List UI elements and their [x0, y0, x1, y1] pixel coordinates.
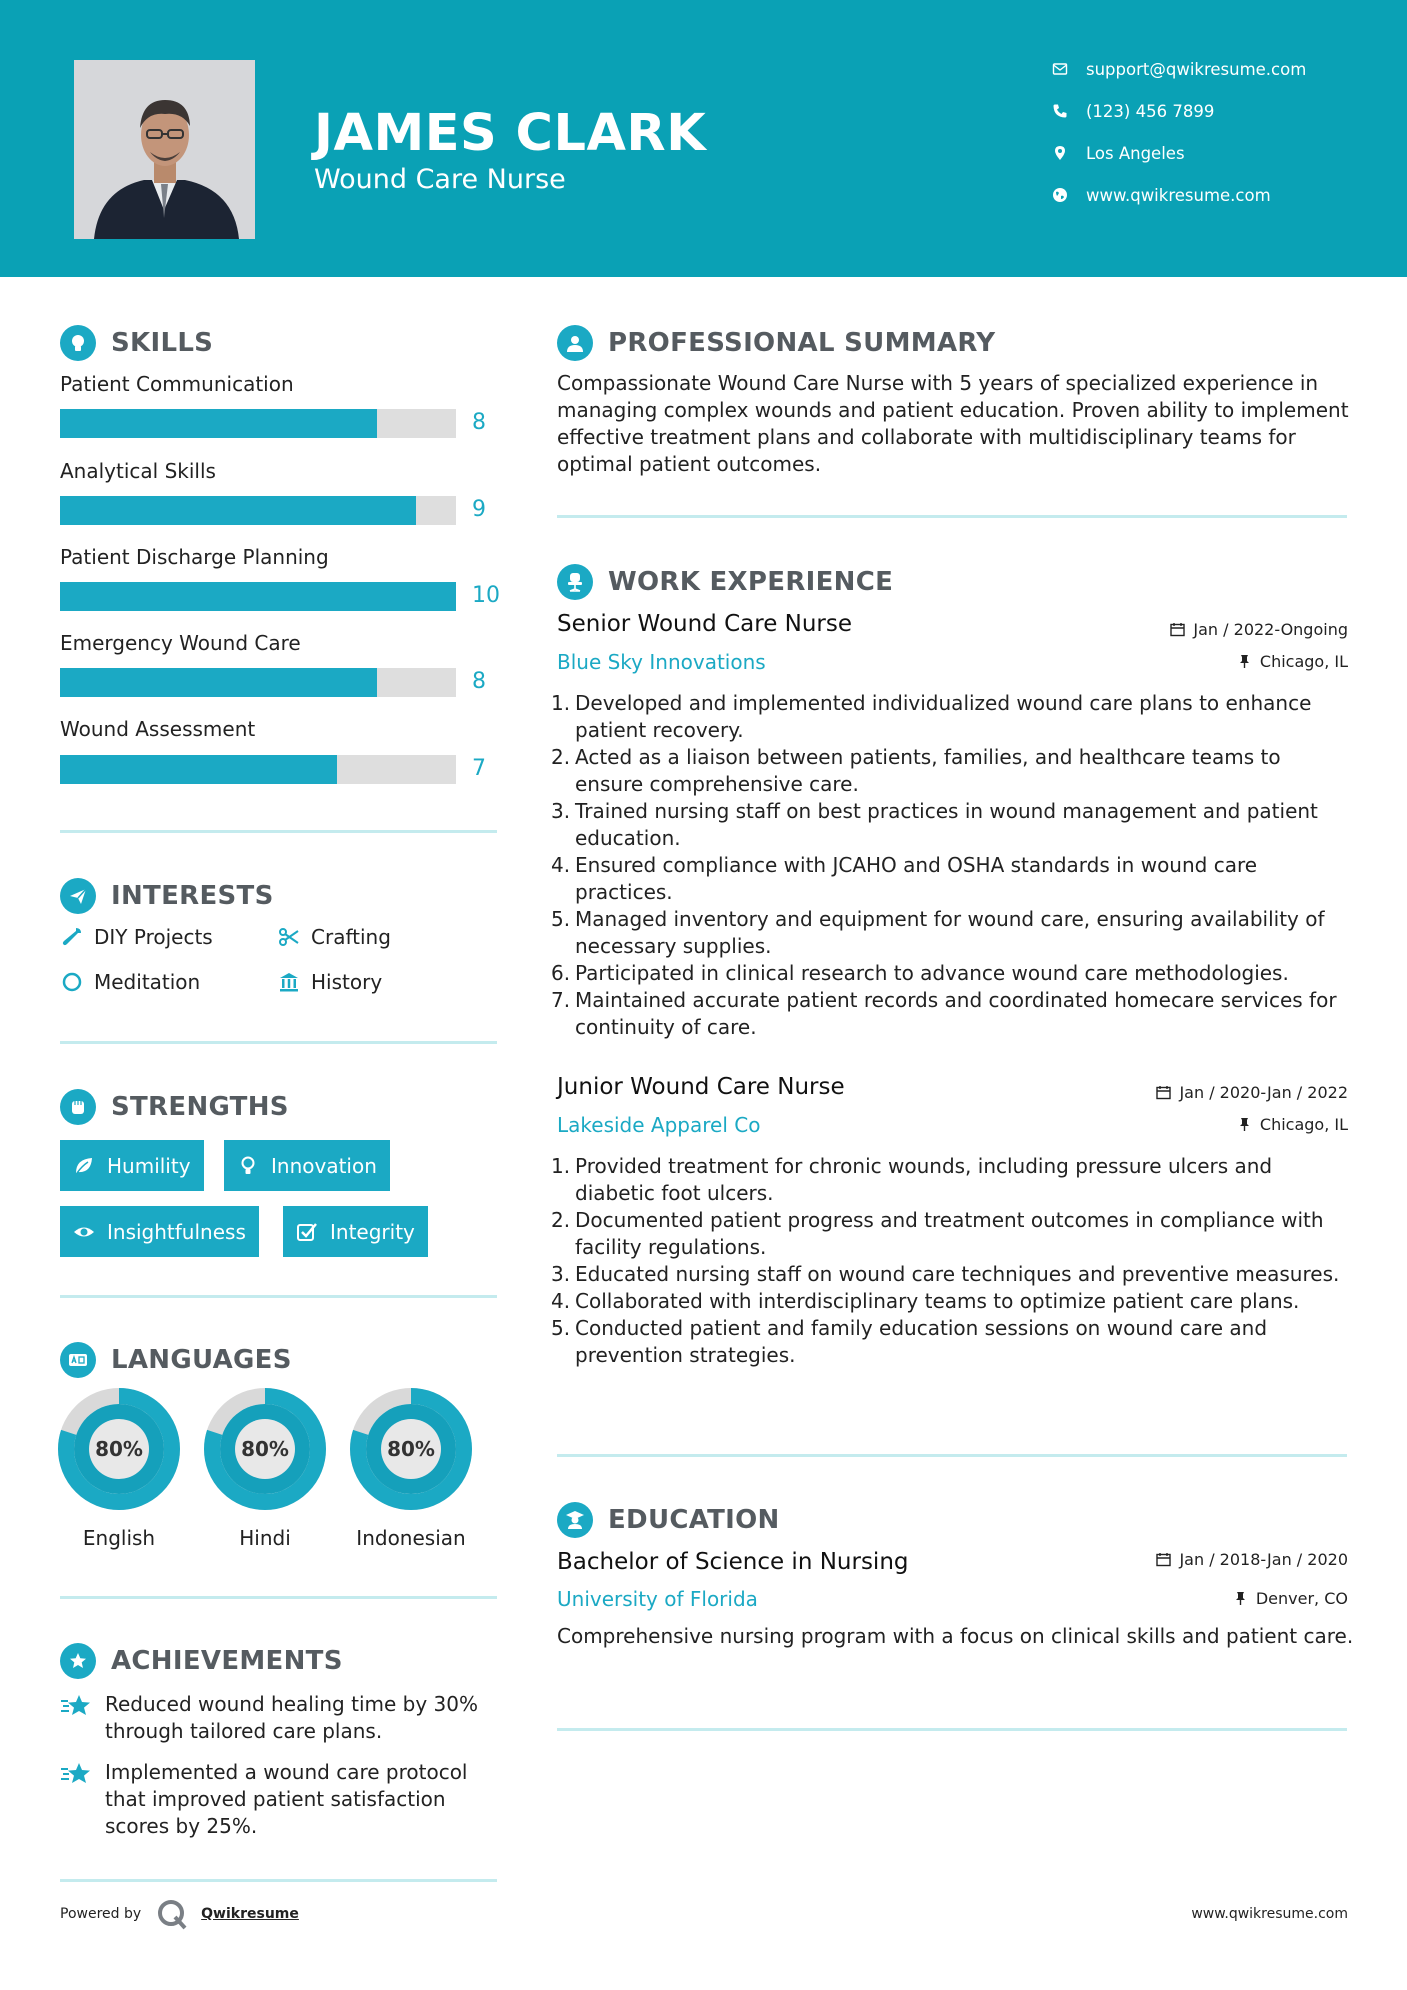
- pushpin-icon: [1237, 1117, 1252, 1132]
- contact-phone-text: (123) 456 7899: [1086, 101, 1215, 121]
- strength-label: Insightfulness: [107, 1219, 246, 1244]
- pushpin-icon: [1237, 654, 1252, 669]
- star-icon: [60, 1693, 92, 1721]
- duty-item: 7. Maintained accurate patient records and coordinated homecare services for continuity of care.: [551, 988, 1337, 1039]
- raised-fist-icon: [60, 1089, 96, 1125]
- job-title: Senior Wound Care Nurse: [557, 611, 853, 637]
- duty-item: 4. Collaborated with interdisciplinary teams to optimize patient care plans.: [551, 1289, 1300, 1313]
- duty-text: Maintained accurate patient records and coordinated homecare services for continuity of care.: [575, 988, 1337, 1039]
- language-percent: 80%: [241, 1437, 289, 1461]
- calendar-icon: [1170, 622, 1185, 637]
- language-name: Indonesian: [356, 1526, 466, 1550]
- achievement-item: [60, 1759, 500, 1840]
- section-divider: [60, 1879, 497, 1882]
- duty-text: Provided treatment for chronic wounds, including pressure ulcers and diabetic foot ulcers.: [575, 1154, 1273, 1205]
- interest-label: Meditation: [94, 970, 201, 994]
- strength-label: Integrity: [330, 1219, 415, 1244]
- candidate-title: Wound Care Nurse: [314, 164, 566, 195]
- interest-label: Crafting: [311, 925, 391, 949]
- education-description: Comprehensive nursing program with a focus on clinical skills and patient care.: [557, 1624, 1354, 1648]
- check-square-icon: [296, 1221, 318, 1243]
- strength-tag: [224, 1140, 390, 1191]
- duty-text: Developed and implemented individualized wound care plans to enhance patient recovery.: [575, 691, 1312, 742]
- lightbulb-icon: [60, 325, 96, 361]
- skill-bar: [60, 668, 456, 697]
- profile-photo: [74, 60, 255, 239]
- contact-email[interactable]: [1050, 56, 1380, 82]
- duty-item: 3. Educated nursing staff on wound care techniques and preventive measures.: [551, 1262, 1340, 1286]
- duty-text: Educated nursing staff on wound care techniques and preventive measures.: [575, 1262, 1340, 1286]
- language-donut: [58, 1388, 180, 1510]
- job-location-text: Chicago, IL: [1259, 652, 1348, 671]
- skill-score: 9: [472, 497, 486, 522]
- skill-score: 8: [472, 669, 486, 694]
- job-title: Junior Wound Care Nurse: [557, 1074, 845, 1100]
- skills-title: SKILLS: [111, 328, 214, 358]
- skill-name: Wound Assessment: [60, 717, 256, 741]
- envelope-icon: [1050, 59, 1070, 79]
- strengths-heading: [60, 1089, 289, 1125]
- job-duties-list: [551, 1153, 1347, 1369]
- interest-label: DIY Projects: [94, 925, 213, 949]
- contact-email-text: support@qwikresume.com: [1086, 59, 1307, 79]
- language-donut: [350, 1388, 472, 1510]
- interests-title: INTERESTS: [111, 881, 274, 911]
- languages-title: LANGUAGES: [111, 1345, 292, 1375]
- interest-label: History: [311, 970, 383, 994]
- duty-text: Acted as a liaison between patients, families, and healthcare teams to ensure comprehensive care.: [575, 745, 1281, 796]
- skill-name: Emergency Wound Care: [60, 631, 301, 655]
- office-chair-icon: [557, 564, 593, 600]
- job-dates-text: Jan / 2022-Ongoing: [1193, 620, 1348, 639]
- education-dates-text: Jan / 2018-Jan / 2020: [1179, 1550, 1348, 1569]
- skills-heading: [60, 325, 213, 361]
- achievement-text: Implemented a wound care protocol that improved patient satisfaction scores by 25%.: [105, 1760, 468, 1838]
- skill-name: Analytical Skills: [60, 459, 216, 483]
- interest-item: [60, 925, 213, 949]
- skill-name: Patient Discharge Planning: [60, 545, 329, 569]
- duty-text: Ensured compliance with JCAHO and OSHA standards in wound care practices.: [575, 853, 1258, 904]
- skill-bar-fill: [60, 409, 377, 438]
- job-dates-text: Jan / 2020-Jan / 2022: [1179, 1083, 1348, 1102]
- duty-text: Collaborated with interdisciplinary teams to optimize patient care plans.: [575, 1289, 1300, 1313]
- pushpin-icon: [1233, 1591, 1248, 1606]
- achievements-heading: [60, 1643, 343, 1679]
- language-donut: [204, 1388, 326, 1510]
- experience-title: WORK EXPERIENCE: [608, 567, 894, 597]
- language-percent: 80%: [95, 1437, 143, 1461]
- language-percent: 80%: [387, 1437, 435, 1461]
- experience-heading: [557, 564, 893, 600]
- strength-tag: [60, 1140, 204, 1191]
- duty-item: 3. Trained nursing staff on best practices in wound management and patient education.: [551, 799, 1318, 850]
- footer-website[interactable]: www.qwikresume.com: [1191, 1906, 1348, 1922]
- interests-heading: [60, 878, 274, 914]
- duty-item: 1. Provided treatment for chronic wounds, including pressure ulcers and diabetic foot ulcers.: [551, 1154, 1273, 1205]
- duty-text: Documented patient progress and treatment outcomes in compliance with facility regulations.: [575, 1208, 1324, 1259]
- job-dates: [1156, 1083, 1348, 1102]
- phone-icon: [1050, 101, 1070, 121]
- company-name[interactable]: Lakeside Apparel Co: [557, 1113, 761, 1137]
- duty-text: Managed inventory and equipment for wound care, ensuring availability of necessary supplies.: [575, 907, 1325, 958]
- skill-bar: [60, 755, 456, 784]
- language-name: English: [82, 1526, 156, 1550]
- duty-item: 4. Ensured compliance with JCAHO and OSHA standards in wound care practices.: [551, 853, 1258, 904]
- duty-text: Participated in clinical research to advance wound care methodologies.: [575, 961, 1289, 985]
- contact-location: [1050, 140, 1380, 166]
- interest-item: [277, 970, 382, 994]
- globe-icon: [1050, 185, 1070, 205]
- duty-item: 1. Developed and implemented individualized wound care plans to enhance patient recovery.: [551, 691, 1312, 742]
- summary-text: Compassionate Wound Care Nurse with 5 years of specialized experience in managing complex wounds and patient education. Proven ability to implement effective treatment plans and collaborate with multidisciplinary teams for optimal patient outcomes.: [557, 371, 1349, 476]
- contact-website[interactable]: [1050, 182, 1380, 208]
- candidate-name: JAMES CLARK: [314, 104, 707, 163]
- lightbulb-icon: [237, 1155, 259, 1177]
- school-name[interactable]: University of Florida: [557, 1587, 758, 1611]
- skill-bar: [60, 496, 456, 525]
- graduate-icon: [557, 1502, 593, 1538]
- duty-text: Trained nursing staff on best practices in wound management and patient education.: [575, 799, 1318, 850]
- achievement-text: Reduced wound healing time by 30% through tailored care plans.: [105, 1692, 478, 1743]
- duty-text: Conducted patient and family education sessions on wound care and prevention strategies.: [575, 1316, 1268, 1367]
- section-divider: [557, 1728, 1347, 1731]
- job-duties-list: [551, 690, 1347, 1041]
- language-item: [350, 1388, 472, 1550]
- contact-website-text: www.qwikresume.com: [1086, 185, 1271, 205]
- section-divider: [60, 830, 497, 833]
- job-dates: [1170, 620, 1348, 639]
- qwikresume-logo-icon: [155, 1897, 189, 1931]
- user-icon: [557, 325, 593, 361]
- section-divider: [557, 1454, 1347, 1457]
- person-portrait-icon: [74, 60, 255, 239]
- education-location: [1233, 1589, 1348, 1608]
- contact-phone[interactable]: [1050, 98, 1380, 124]
- language-item: [204, 1388, 326, 1550]
- section-divider: [60, 1596, 497, 1599]
- contact-location-text: Los Angeles: [1086, 143, 1185, 163]
- section-divider: [60, 1041, 497, 1044]
- interest-item: [60, 970, 200, 994]
- skill-bar-fill: [60, 755, 337, 784]
- wrench-icon: [60, 925, 84, 949]
- section-divider: [557, 515, 1347, 518]
- skill-name: Patient Communication: [60, 372, 294, 396]
- circle-icon: [60, 970, 84, 994]
- achievements-title: ACHIEVEMENTS: [111, 1646, 343, 1676]
- brand-link[interactable]: Qwikresume: [201, 1906, 299, 1922]
- skill-bar: [60, 582, 456, 611]
- footer-powered-by: [60, 1897, 299, 1931]
- star-badge-icon: [60, 1643, 96, 1679]
- job-location: [1237, 1115, 1348, 1134]
- powered-by-text: Powered by: [60, 1906, 142, 1922]
- strength-label: Humility: [107, 1153, 191, 1178]
- company-name[interactable]: Blue Sky Innovations: [557, 650, 766, 674]
- strength-tag: [60, 1206, 259, 1257]
- strength-tag: [283, 1206, 428, 1257]
- skill-bar-fill: [60, 496, 416, 525]
- duty-item: 5. Managed inventory and equipment for wound care, ensuring availability of necessary supplies.: [551, 907, 1325, 958]
- skill-bar-fill: [60, 668, 377, 697]
- skill-score: 8: [472, 410, 486, 435]
- duty-item: 2. Acted as a liaison between patients, families, and healthcare teams to ensure comprehensive care.: [551, 745, 1281, 796]
- summary-title: PROFESSIONAL SUMMARY: [608, 328, 996, 358]
- language-item: [58, 1388, 180, 1550]
- skill-score: 7: [472, 756, 486, 781]
- strength-label: Innovation: [271, 1153, 377, 1178]
- education-dates: [1156, 1550, 1348, 1569]
- duty-item: 5. Conducted patient and family education sessions on wound care and prevention strategies.: [551, 1316, 1268, 1367]
- languages-heading: [60, 1342, 292, 1378]
- education-title: EDUCATION: [608, 1505, 780, 1535]
- bank-icon: [277, 970, 301, 994]
- leaf-icon: [73, 1155, 95, 1177]
- interest-item: [277, 925, 391, 949]
- education-heading: [557, 1502, 780, 1538]
- language-name: Hindi: [239, 1526, 291, 1550]
- strengths-title: STRENGTHS: [111, 1092, 289, 1122]
- duty-item: 6. Participated in clinical research to advance wound care methodologies.: [551, 961, 1289, 985]
- section-divider: [60, 1295, 497, 1298]
- paper-plane-icon: [60, 878, 96, 914]
- education-location-text: Denver, CO: [1255, 1589, 1348, 1608]
- skill-bar-fill: [60, 582, 456, 611]
- resume-header: [0, 0, 1407, 277]
- calendar-icon: [1156, 1552, 1171, 1567]
- achievement-item: [60, 1691, 500, 1745]
- eye-icon: [73, 1221, 95, 1243]
- translate-icon: [60, 1342, 96, 1378]
- calendar-icon: [1156, 1085, 1171, 1100]
- summary-heading: [557, 325, 995, 361]
- duty-item: 2. Documented patient progress and treatment outcomes in compliance with facility regulations.: [551, 1208, 1324, 1259]
- skill-score: 10: [472, 583, 500, 608]
- location-pin-icon: [1050, 143, 1070, 163]
- star-icon: [60, 1761, 92, 1789]
- job-location: [1237, 652, 1348, 671]
- job-location-text: Chicago, IL: [1259, 1115, 1348, 1134]
- degree-title: Bachelor of Science in Nursing: [557, 1549, 909, 1575]
- scissors-icon: [277, 925, 301, 949]
- skill-bar: [60, 409, 456, 438]
